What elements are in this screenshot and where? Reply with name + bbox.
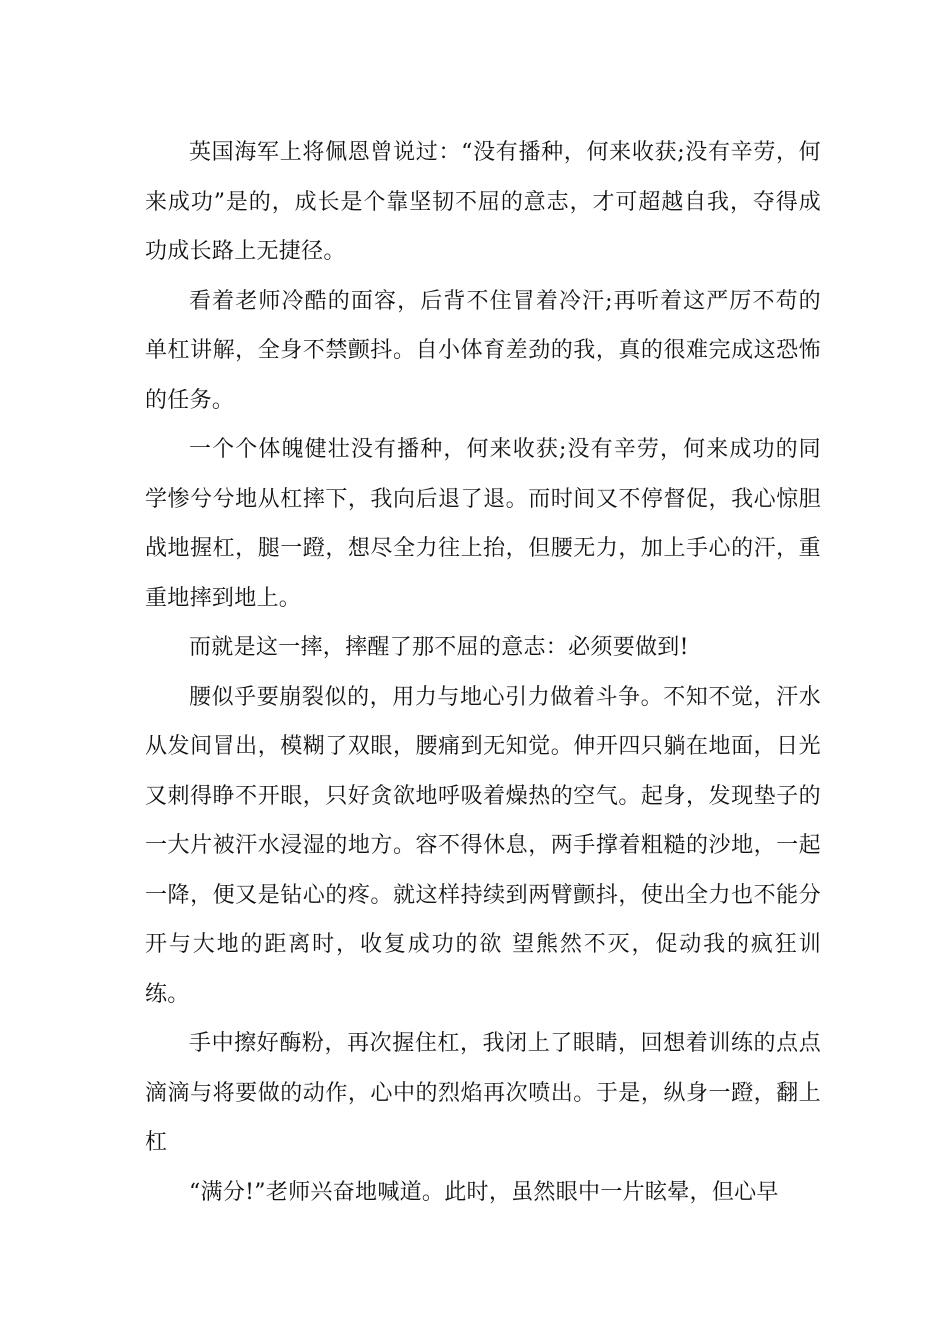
paragraph-6: 手中擦好酶粉，再次握住杠，我闭上了眼睛，回想着训练的点点滴滴与将要做的动作，心中的烈焰再次喷出。于是，纵身一蹬，翻上杠: [145, 1031, 821, 1155]
paragraph-4: 而就是这一摔，摔醒了那不屈的意志：必须要做到!: [189, 635, 689, 660]
document-page: [145, 128, 821, 1217]
paragraph-7: “满分!”老师兴奋地喊道。此时，虽然眼中一片眩晕，但心早: [189, 1179, 779, 1205]
paragraph-2: 看着老师冷酷的面容，后背不住冒着冷汗;再听着这严厉不苟的单杠讲解，全身不禁颤抖。自小体育差劲的我，真的很难完成这恐怖的任务。: [145, 288, 821, 413]
paragraph-1: 英国海军上将佩恩曾说过：“没有播种，何来收获;没有辛劳，何来成功”是的，成长是个靠坚韧不屈的意志，才可超越自我，夺得成功成长路上无捷径。: [145, 140, 821, 264]
paragraph-3: 一个个体魄健壮没有播种，何来收获;没有辛劳，何来成功的同学惨兮兮地从杠摔下，我向后退了退。而时间又不停督促，我心惊胆战地握杠，腿一蹬，想尽全力往上抬，但腰无力，加上手心的汗，重重地摔到地上。: [145, 437, 821, 611]
paragraph-5: 腰似乎要崩裂似的，用力与地心引力做着斗争。不知不觉，汗水从发间冒出，模糊了双眼，腰痛到无知觉。伸开四只躺在地面，日光又刺得睁不开眼，只好贪欲地呼吸着燥热的空气。起身，发现垫子的一大片被汗水浸湿的地方。容不得休息，两手撑着粗糙的沙地，一起一降，便又是钻心的疼。就这样持续到两臂颤抖，使出全力也不能分开与大地的距离时，收复成功的欲 望熊然不灭，促动我的疯狂训练。: [145, 684, 821, 1007]
